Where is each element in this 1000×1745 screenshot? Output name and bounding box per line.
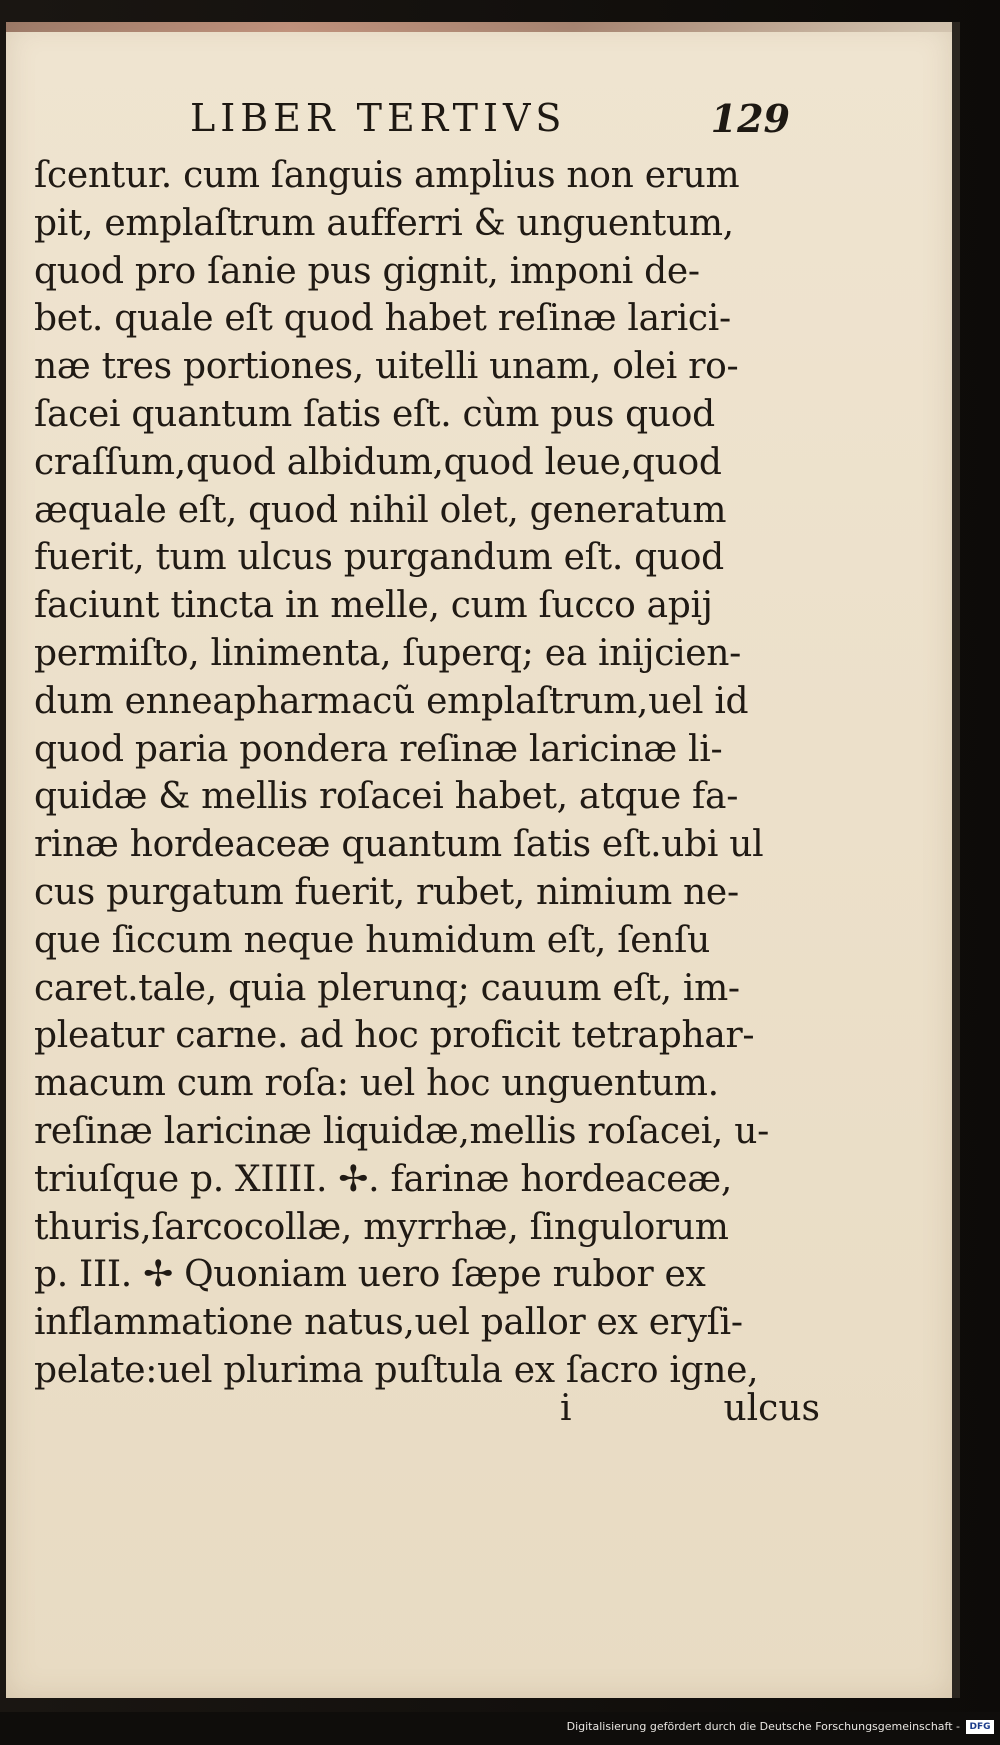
catchword: ulcus bbox=[723, 1388, 820, 1429]
text-line: reſinæ laricinæ liquidæ,mellis roſacei, u- bbox=[34, 1110, 769, 1152]
text-line: quidæ & mellis roſacei habet, atque fa- bbox=[34, 776, 739, 818]
text-line: rinæ hordeaceæ quantum ſatis eſt.ubi ul bbox=[34, 824, 764, 866]
text-line: craſſum,quod albidum,quod leue,quod bbox=[34, 441, 722, 483]
dfg-logo-icon: DFG bbox=[966, 1720, 994, 1734]
text-line: faciunt tincta in melle, cum ſucco apij bbox=[34, 585, 713, 627]
page-top-edge bbox=[6, 22, 952, 32]
text-line: æquale eſt, quod nihil olet, generatum bbox=[34, 489, 727, 531]
body-text bbox=[34, 152, 834, 1395]
catchword-row bbox=[560, 1388, 820, 1438]
text-line: cus purgatum fuerit, rubet, nimium ne- bbox=[34, 871, 739, 913]
text-line: caret.tale, quia plerunq; cauum eſt, im- bbox=[34, 967, 740, 1009]
text-line: næ tres portiones, uitelli unam, olei ro- bbox=[34, 346, 739, 388]
running-title: LIBER TERTIVS bbox=[190, 96, 567, 140]
text-line: que ſiccum neque humidum eſt, ſenſu bbox=[34, 919, 711, 961]
text-line: ſacei quantum ſatis eſt. cùm pus quod bbox=[34, 393, 715, 435]
signature-mark: i bbox=[560, 1388, 572, 1429]
text-line: inflammatione natus,uel pallor ex eryſi- bbox=[34, 1302, 743, 1344]
text-line: triuſque p. XIIII. ✢. farinæ hordeaceæ, bbox=[34, 1158, 732, 1200]
text-line: quod paria pondera reſinæ laricinæ li- bbox=[34, 728, 723, 770]
text-line: pit, emplaſtrum aufferri & unguentum, bbox=[34, 202, 734, 244]
footer-credit: Digitalisierung gefördert durch die Deutsche Forschungsgemeinschaft - bbox=[566, 1720, 960, 1733]
text-line: permiſto, linimenta, ſuperq; ea inijcien- bbox=[34, 632, 742, 674]
text-line: pelate:uel plurima puſtula ex ſacro igne, bbox=[34, 1349, 759, 1391]
text-line: macum cum roſa: uel hoc unguentum. bbox=[34, 1063, 719, 1105]
text-line: ſcentur. cum ſanguis amplius non erum bbox=[34, 155, 740, 196]
text-line: thuris,ſarcocollæ, myrrhæ, ſingulorum bbox=[34, 1206, 729, 1248]
text-line: bet. quale eſt quod habet reſinæ larici- bbox=[34, 298, 731, 340]
footer-bar bbox=[0, 1712, 1000, 1745]
text-line: dum enneapharmacũ emplaſtrum,uel id bbox=[34, 680, 749, 722]
text-line: p. III. ✢ Quoniam uero ſæpe rubor ex bbox=[34, 1254, 706, 1296]
text-line: quod pro ſanie pus gignit, imponi de- bbox=[34, 250, 700, 292]
page-number: 129 bbox=[710, 96, 790, 141]
text-line: pleatur carne. ad hoc proficit tetraphar- bbox=[34, 1015, 755, 1057]
text-line: fuerit, tum ulcus purgandum eſt. quod bbox=[34, 537, 724, 579]
page-header bbox=[190, 96, 790, 156]
